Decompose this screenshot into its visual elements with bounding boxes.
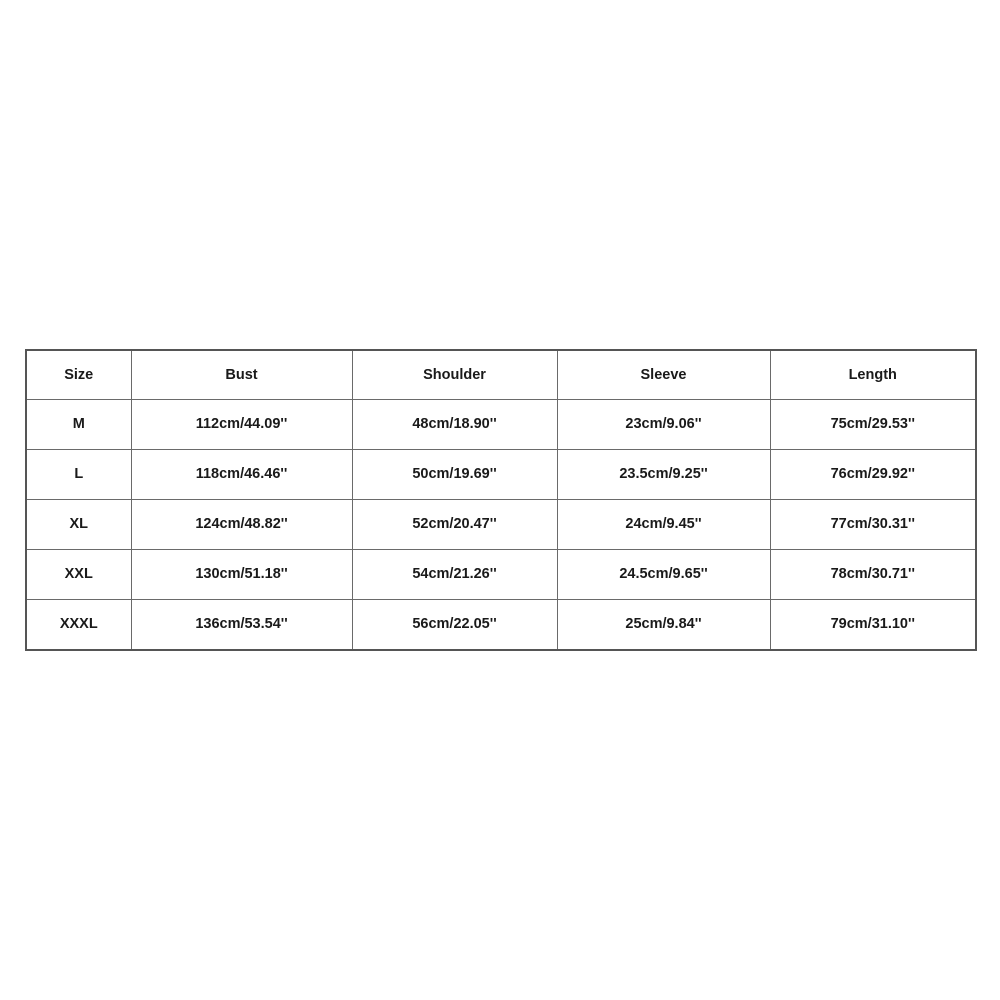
sleeve-cell: 24cm/9.45'' <box>557 499 770 549</box>
header-length: Length <box>770 350 976 400</box>
bust-cell: 136cm/53.54'' <box>131 599 352 650</box>
length-cell: 76cm/29.92'' <box>770 449 976 499</box>
length-cell: 79cm/31.10'' <box>770 599 976 650</box>
bust-cell: 118cm/46.46'' <box>131 449 352 499</box>
sleeve-cell: 24.5cm/9.65'' <box>557 549 770 599</box>
length-cell: 75cm/29.53'' <box>770 400 976 450</box>
header-bust: Bust <box>131 350 352 400</box>
shoulder-cell: 56cm/22.05'' <box>352 599 557 650</box>
table-row <box>26 400 976 450</box>
sleeve-cell: 25cm/9.84'' <box>557 599 770 650</box>
size-cell: XL <box>26 499 131 549</box>
size-cell: XXL <box>26 549 131 599</box>
shoulder-cell: 54cm/21.26'' <box>352 549 557 599</box>
table-row <box>26 449 976 499</box>
table-row <box>26 499 976 549</box>
shoulder-cell: 48cm/18.90'' <box>352 400 557 450</box>
header-sleeve: Sleeve <box>557 350 770 400</box>
shoulder-cell: 50cm/19.69'' <box>352 449 557 499</box>
header-row <box>26 350 976 400</box>
header-shoulder: Shoulder <box>352 350 557 400</box>
size-chart-table <box>25 349 977 651</box>
table-row <box>26 599 976 650</box>
bust-cell: 130cm/51.18'' <box>131 549 352 599</box>
size-cell: M <box>26 400 131 450</box>
length-cell: 77cm/30.31'' <box>770 499 976 549</box>
sleeve-cell: 23.5cm/9.25'' <box>557 449 770 499</box>
sleeve-cell: 23cm/9.06'' <box>557 400 770 450</box>
size-cell: XXXL <box>26 599 131 650</box>
bust-cell: 124cm/48.82'' <box>131 499 352 549</box>
bust-cell: 112cm/44.09'' <box>131 400 352 450</box>
shoulder-cell: 52cm/20.47'' <box>352 499 557 549</box>
table-row <box>26 549 976 599</box>
length-cell: 78cm/30.71'' <box>770 549 976 599</box>
size-cell: L <box>26 449 131 499</box>
header-size: Size <box>26 350 131 400</box>
